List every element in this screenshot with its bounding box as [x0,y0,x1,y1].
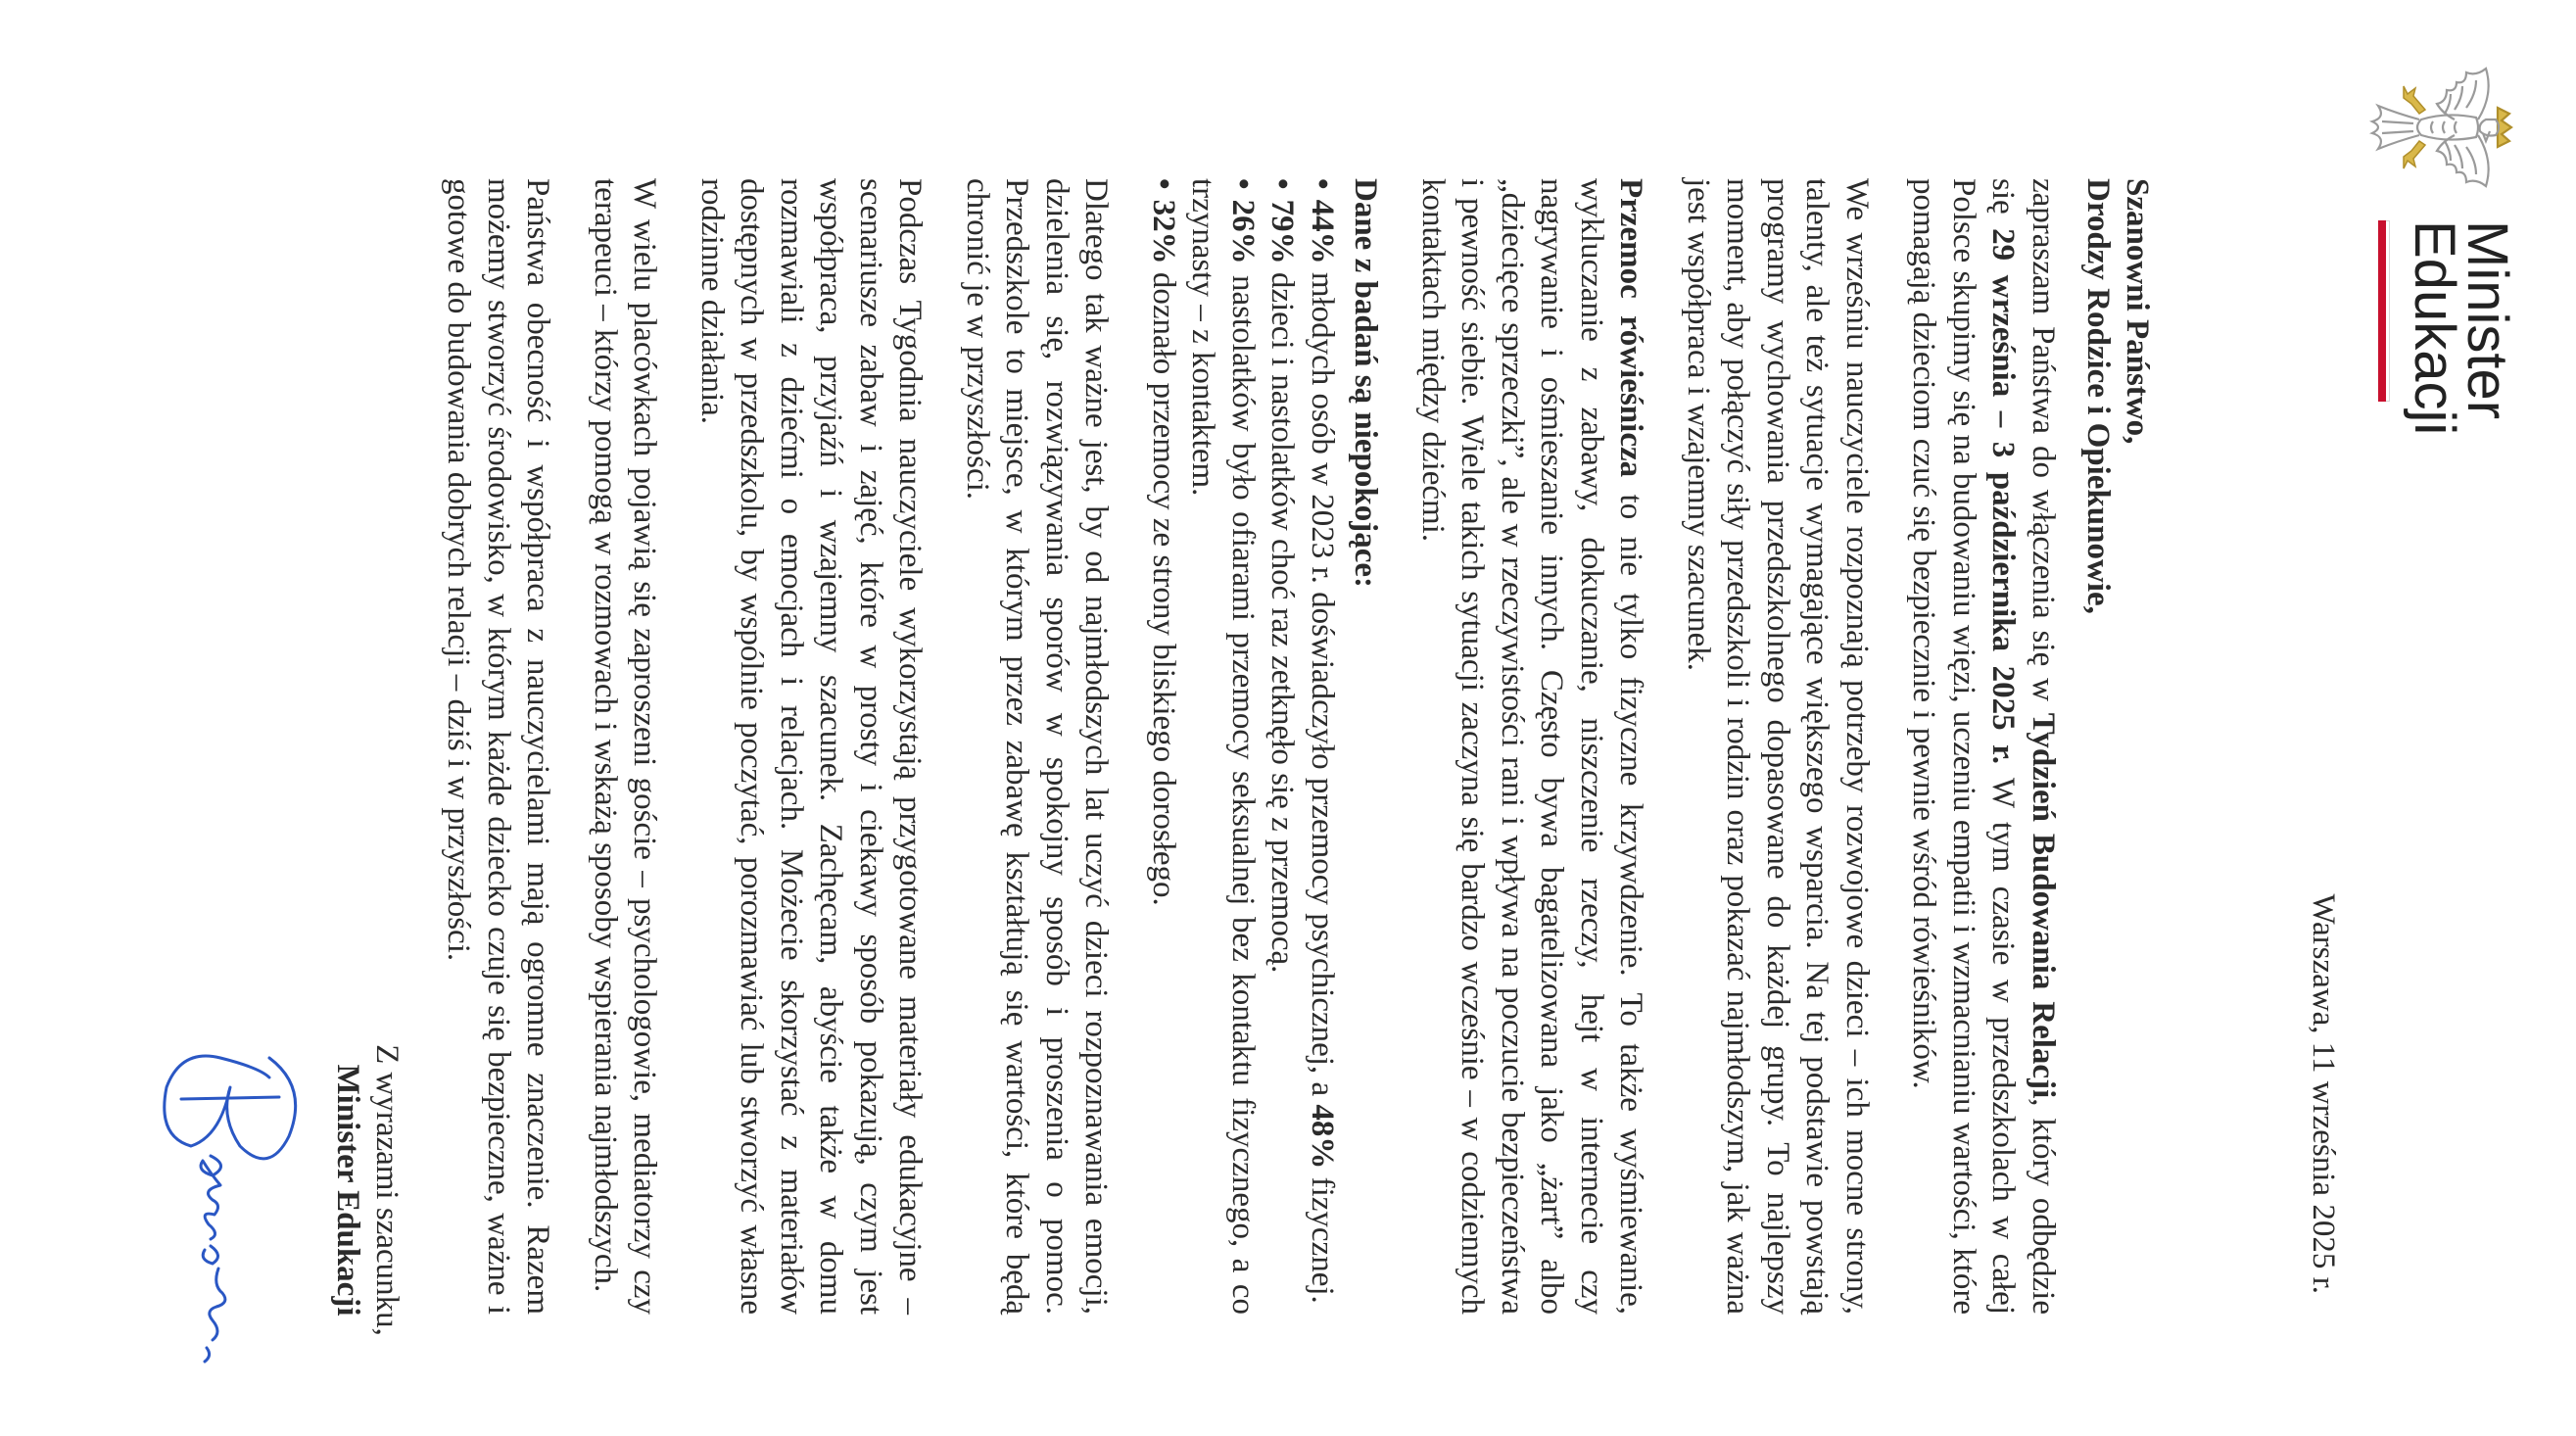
stat-value: 32% [1146,199,1181,264]
flag-white-stripe [2386,220,2390,402]
stats-heading: Dane z badań są niepokojące: [1348,178,1384,589]
paragraph-invitation [1904,178,2063,1315]
stat-item [1183,178,1263,1315]
salutation [2078,178,2157,1315]
paragraph-text: W tym czasie w przedszkolach w całej Polsce skupimy się na budowaniu więzi, uczeniu empatii i wzmacnianiu wartości, które pomagają dzieciom czuć się bezpiecznie i pewnie wśród rówieśników. [1906,178,2022,1315]
stat-item [1303,178,1343,1315]
ministry-name-line1: Minister [2456,220,2519,420]
letter-body [411,178,2157,1315]
ministry-name [2403,220,2519,436]
stats-list [1144,178,1343,1315]
event-dates: 29 września – 3 października 2025 r. [1985,228,2022,764]
stat-text: nastolatków było ofiarami przemocy seksualnej bez kontaktu fizycznego, a co trzynasty – z kontaktem. [1185,178,1261,1315]
paragraph-text: , który odbędzie się [1985,178,2061,1315]
paragraph-cooperation: Państwa obecność i współpraca z nauczycielami mają ogromne znaczenie. Razem możemy stworzyć środowisko, w którym każde dziecko czuje się bezpieczne, ważne i gotowe do budowania dobrych relacji – dziś i w przyszłości. [441,178,556,1315]
event-name: Tydzień Budowania Relacji [2026,712,2061,1099]
stat-value: 48% [1305,1104,1340,1170]
salutation-line2: Drodzy Rodzice i Opiekunowie, [2080,178,2116,614]
stat-text: młodych osób w 2023 r. doświadczyło przemocy psychicznej, a [1305,263,1340,1105]
polish-eagle-emblem-icon [2363,59,2515,196]
paragraph-text: zapraszam Państwa do włączenia się w [2026,178,2061,713]
place-and-date: Warszawa, 11 września 2025 r. [2306,893,2341,1294]
signatory-title: Minister Edukacji [330,1064,365,1316]
paragraph-guests: W wielu placówkach pojawią się zaproszeni goście – psychologowie, mediatorzy czy terapeuci – którzy pomogą w rozmowach i wskażą sposoby wspierania najmłodszych. [588,178,663,1315]
paragraph-september: We wrześniu nauczyciele rozpoznają potrzeby rozwojowe dzieci – ich mocne strony, talenty, ale też sytuacje wymagające większego wsparcia. Na tej podstawie powstają programy wychowania przedszkolnego dopasowane do każdej grupy. To najlepszy moment, aby połączyć siły przedszkoli i rodzin oraz pokazać najmłodszym, jak ważna jest współpraca i wzajemny szacunek. [1681,178,1875,1315]
salutation-line1: Szanowni Państwo, [2120,178,2155,445]
handwritten-signature [132,1029,328,1381]
paragraph-week-materials: Podczas Tygodnia nauczyciele wykorzystają przygotowane materiały edukacyjne – scenariusze zabaw i zajęć, które w prosty i ciekawy sposób pokazują, czym jest współpraca, przyjaźń i wzajemny szacunek. Zachęcam, abyście także w domu rozmawiali z dziećmi o emocjach i relacjach. Możecie skorzystać z materiałów dostępnych w przedszkolu, by wspólnie poczytać, porozmawiać lub stworzyć własne rodzinne działania. [694,178,929,1315]
stat-text: doznało przemocy ze strony bliskiego dorosłego. [1146,263,1181,906]
letterhead [2184,0,2576,1436]
polish-flag-bar [2378,220,2390,402]
stat-item [1144,178,1184,1315]
ministry-name-line2: Edukacji [2403,220,2466,436]
paragraph-learning: Dlatego tak ważne jest, by od najmłodszych lat uczyć dzieci rozpoznawania emocji, dzielenia się, rozwiązywania sporów w spokojny sposób i proszenia o pomoc. Przedszkole to miejsce, w którym przez zabawę kształtują się wartości, które będą chronić je w przyszłości. [960,178,1115,1315]
stat-text: fizycznej. [1305,1169,1340,1304]
paragraph-peer-violence [1413,178,1651,1315]
stat-value: 26% [1225,199,1261,264]
closing-greeting: Z wyrazami szacunku, [369,1044,405,1336]
flag-red-stripe [2378,220,2386,402]
peer-violence-term: Przemoc rówieśnicza [1613,178,1649,478]
stat-item [1263,178,1303,1315]
closing [328,1043,406,1337]
paragraph-text: to nie tylko fizyczne krzywdzenie. To także wyśmiewanie, wykluczanie z zabawy, dokuczanie, niszczenie rzeczy, hejt w internecie czy nagrywanie i ośmieszanie innych. Często bywa bagatelizowana jako „żart” albo „dziecięce sprzeczki”, ale w rzeczywistości rani i wpływa na poczucie bezpieczeństwa i pewność siebie. Wiele takich sytuacji zaczyna się bardzo wcześnie – w codziennych kontaktach między dziećmi. [1415,178,1649,1316]
stat-text: dzieci i nastolatków choć raz zetknęło się z przemocą. [1264,263,1301,974]
stat-value: 79% [1264,199,1301,264]
stat-value: 44% [1305,199,1340,264]
